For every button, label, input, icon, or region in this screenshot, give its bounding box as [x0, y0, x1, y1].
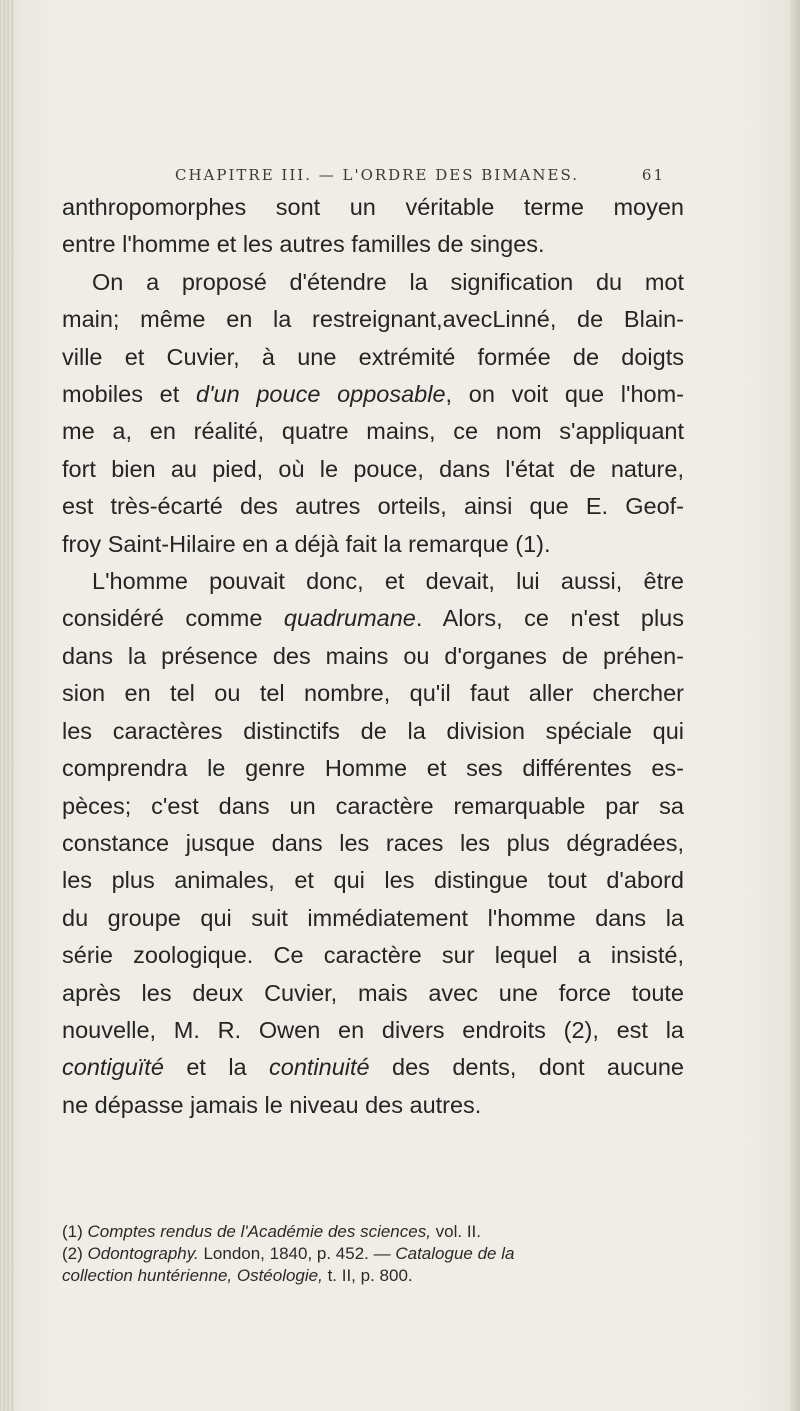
text-line: anthropomorphes sont un véritable terme moyen [62, 194, 684, 220]
page-right-edge [790, 0, 800, 1411]
footnote-text: vol. II. [430, 1222, 482, 1241]
italic-word: continuité [269, 1054, 370, 1081]
text-line: L'homme pouvait donc, et devait, lui aussi, être [92, 568, 684, 595]
text-line: du groupe qui suit immédiatement l'homme dans la [62, 904, 684, 931]
running-head [175, 166, 665, 184]
italic-word: quadrumane [283, 605, 416, 632]
text-line: est très-écarté des autres orteils, ainsi que E. Geof- [62, 493, 684, 520]
footnotes [62, 1221, 684, 1287]
text-line: comprendra le genre Homme et ses différentes es- [62, 755, 684, 782]
footnote-2 [62, 1243, 684, 1265]
text-line: entre l'homme et les autres familles de singes. [62, 231, 545, 258]
text-line [62, 376, 684, 413]
text-line: après les deux Cuvier, mais avec une force toute [62, 979, 684, 1006]
text-line: me a, en réalité, quatre mains, ce nom s'appliquant [62, 418, 684, 445]
text-line: sion en tel ou tel nombre, qu'il faut aller chercher [62, 680, 684, 707]
text-line: série zoologique. Ce caractère sur lequel a insisté, [62, 942, 684, 969]
body-text [62, 189, 684, 1124]
text-line: froy Saint-Hilaire en a déjà fait la remarque (1). [62, 530, 551, 557]
footnote-citation: Catalogue de la [395, 1244, 515, 1263]
text-line: nouvelle, M. R. Owen en divers endroits (2), est la [62, 1016, 684, 1043]
text-line: les caractères distinctifs de la division spéciale qui [62, 717, 684, 744]
footnote-text: t. II, p. 800. [322, 1266, 413, 1285]
text-fragment: , on voit que l'hom- [445, 381, 685, 408]
text-line: les plus animales, et qui les distingue tout d'abord [62, 867, 684, 894]
text-line: dans la présence des mains ou d'organes de préhen- [62, 642, 684, 669]
text-line: constance jusque dans les races les plus dégradées, [62, 829, 684, 856]
text-fragment: . Alors, ce n'est plus [415, 605, 684, 632]
text-line: fort bien au pied, où le pouce, dans l'état de nature, [62, 455, 684, 482]
footnote-number: (2) [62, 1244, 83, 1263]
italic-phrase: d'un pouce opposable [195, 381, 446, 408]
footnote-citation: collection huntérienne, Ostéologie, [62, 1266, 323, 1285]
text-line: ville et Cuvier, à une extrémité formée de doigts [62, 343, 684, 370]
text-fragment: et la [163, 1054, 270, 1081]
running-head-title: CHAPITRE III. — L'ORDRE DES BIMANES. [175, 166, 579, 184]
footnote-text: London, 1840, p. 452. — [198, 1244, 396, 1263]
text-fragment: mobiles et [62, 381, 196, 408]
footnote-number: (1) [62, 1222, 83, 1241]
footnote-2-continuation [62, 1265, 684, 1287]
footnote-citation: Comptes rendus de l'Académie des sciences, [87, 1222, 431, 1241]
text-line: main; même en la restreignant,avecLinné, de Blain- [62, 306, 684, 333]
text-line: On a proposé d'étendre la signification du mot [92, 268, 684, 295]
text-line: pèces; c'est dans un caractère remarquable par sa [62, 792, 684, 819]
footnote-citation: Odontography. [87, 1244, 199, 1263]
text-fragment: considéré comme [62, 605, 284, 632]
italic-word: contiguïté [62, 1054, 164, 1081]
text-line [62, 600, 684, 637]
page-number: 61 [641, 166, 665, 184]
text-line [62, 1049, 684, 1086]
footnote-1 [62, 1221, 684, 1243]
text-fragment: des dents, dont aucune [369, 1054, 684, 1081]
page-gutter-edge [0, 0, 14, 1411]
text-line: ne dépasse jamais le niveau des autres. [62, 1091, 482, 1118]
